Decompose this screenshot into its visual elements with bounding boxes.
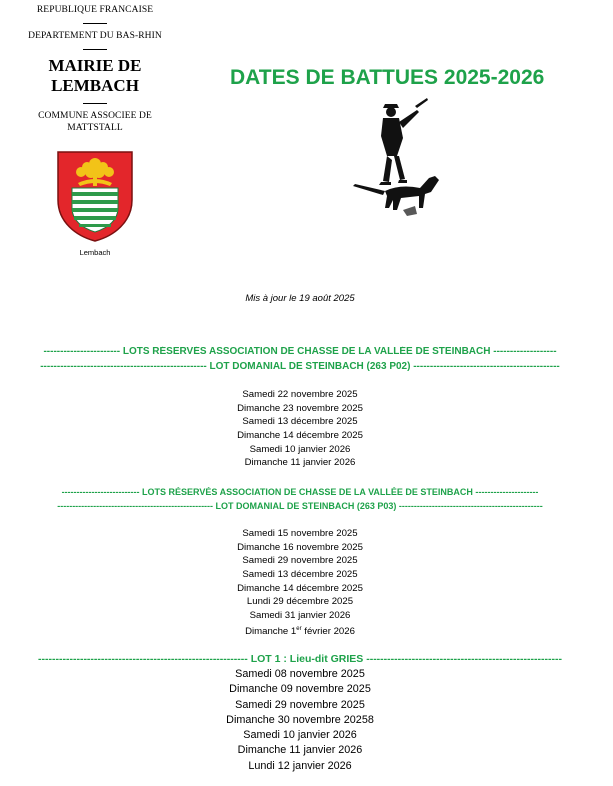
last-updated-text: Mis à jour le 19 août 2025: [245, 293, 355, 304]
coat-of-arms-image: [56, 150, 134, 242]
date-item: Dimanche 14 décembre 2025: [237, 430, 363, 442]
town-label: LEMBACH: [51, 76, 139, 95]
section-header: -------------------------- LOTS RÉSERVÉS ASSOCIATION DE CHASSE DE LA VALLÉE DE STEINBACH ---------------------: [61, 487, 539, 497]
date-item: Samedi 13 décembre 2025: [242, 416, 358, 428]
date-item: Samedi 29 novembre 2025: [242, 555, 358, 567]
date-item: Samedi 29 novembre 2025: [235, 698, 365, 711]
crest-caption: Lembach: [79, 248, 111, 257]
section-subheader: ---------------------------------------------------- LOT DOMANIAL DE STEINBACH (263 P03) ------------------------------------------------: [57, 501, 543, 511]
date-item: Lundi 12 janvier 2026: [248, 759, 352, 772]
section-subheader: -------------------------------------------------- LOT DOMANIAL DE STEINBACH (263 P02) --------------------------------------------: [40, 361, 560, 372]
section-header: ------------------------------------------------------------ LOT 1 : Lieu-dit GRIES --------------------------------------------------------: [37, 653, 563, 665]
divider: [83, 103, 107, 104]
date-item: Samedi 31 janvier 2026: [249, 610, 351, 622]
divider: [83, 23, 107, 24]
section-header: ----------------------- LOTS RÉSERVÉS ASSOCIATION DE CHASSE DE LA VALLÉE DE STEINBACH -------------------: [43, 346, 557, 357]
date-item: Dimanche 23 novembre 2025: [237, 402, 363, 414]
date-item: Dimanche 09 novembre 2025: [229, 683, 371, 696]
republic-label: REPUBLIQUE FRANCAISE: [36, 5, 154, 15]
mairie-label: MAIRIE DE: [48, 56, 142, 75]
department-label: DEPARTEMENT DU BAS-RHIN: [28, 31, 162, 41]
date-item: Dimanche 1er février 2026: [245, 625, 355, 637]
date-item: Dimanche 11 janvier 2026: [237, 744, 363, 757]
mairie-header: [10, 4, 180, 134]
date-item: Lundi 29 décembre 2025: [246, 596, 354, 608]
date-list: [0, 667, 600, 774]
page-title: DATES DE BATTUES 2025-2026: [230, 66, 545, 89]
divider: [83, 49, 107, 50]
date-item: Samedi 08 novembre 2025: [235, 668, 365, 680]
commune-label-1: COMMUNE ASSOCIEE DE: [38, 111, 152, 121]
date-item: Dimanche 14 décembre 2025: [237, 582, 363, 594]
date-list: [0, 388, 600, 470]
date-item: Dimanche 11 janvier 2026: [244, 457, 356, 469]
date-item: Samedi 10 janvier 2026: [249, 443, 351, 455]
date-item: Samedi 10 janvier 2026: [243, 729, 357, 742]
hunter-with-dog-illustration: [345, 96, 445, 221]
date-item: Samedi 15 novembre 2025: [242, 528, 358, 539]
date-list: [0, 527, 600, 637]
date-item: Dimanche 30 novembre 20258: [226, 713, 374, 726]
date-item: Samedi 22 novembre 2025: [242, 389, 358, 400]
date-item: Dimanche 16 novembre 2025: [237, 541, 363, 553]
commune-label-2: MATTSTALL: [67, 123, 123, 133]
date-item: Samedi 13 décembre 2025: [242, 569, 358, 581]
